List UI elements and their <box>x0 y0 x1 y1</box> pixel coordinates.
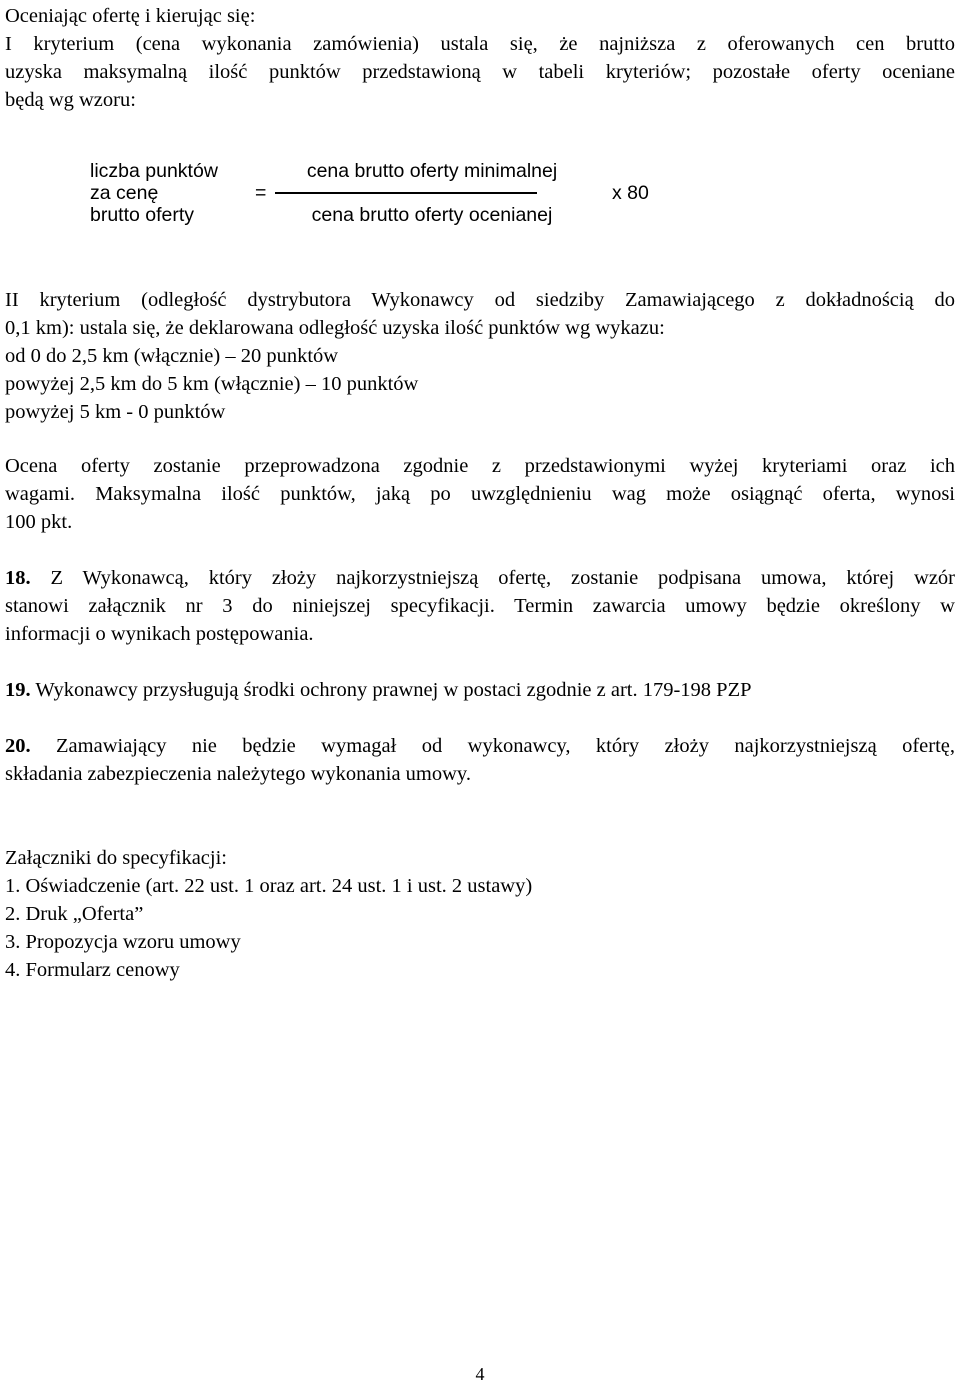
intro-line: Oceniając ofertę i kierując się: <box>5 5 256 27</box>
criterion-2-line: II kryterium (odległość dystrybutora Wykonawcy od siedziby Zamawiającego z dokładnością do <box>5 289 955 311</box>
attachments-heading: Załączniki do specyfikacji: <box>5 847 227 869</box>
formula-left-line: za cenę <box>90 182 159 204</box>
criterion-2-line: powyżej 2,5 km do 5 km (włącznie) – 10 punktów <box>5 373 419 395</box>
formula-left-line: liczba punktów <box>90 160 218 182</box>
evaluation-line: wagami. Maksymalna ilość punktów, jaką po uwzględnieniu wag może osiągnąć oferta, wynosi <box>5 483 955 505</box>
formula-equals-sign: = <box>255 182 267 204</box>
fraction-bar <box>275 192 537 194</box>
formula-denominator: cena brutto oferty ocenianej <box>311 204 553 226</box>
criterion-2-paragraph <box>5 286 955 426</box>
evaluation-line: 100 pkt. <box>5 511 73 533</box>
criterion-2-line: od 0 do 2,5 km (włącznie) – 20 punktów <box>5 345 339 367</box>
intro-line: będą wg wzoru: <box>5 89 136 111</box>
attachment-item: 3. Propozycja wzoru umowy <box>5 931 241 953</box>
criterion-2-line: 0,1 km): ustala się, że deklarowana odległość uzyska ilość punktów wg wykazu: <box>5 317 665 339</box>
evaluation-paragraph <box>5 452 955 536</box>
attachment-item: 2. Druk „Oferta” <box>5 903 144 925</box>
criterion-2-line: powyżej 5 km - 0 punktów <box>5 401 226 423</box>
formula-multiplier: x 80 <box>612 182 649 204</box>
section-18-text: Z Wykonawcą, który złoży najkorzystniejszą ofertę, zostanie podpisana umowa, której wzór <box>50 567 955 589</box>
section-20-number: 20. <box>5 735 31 757</box>
section-18-line: informacji o wynikach postępowania. <box>5 623 314 645</box>
section-20-line <box>5 732 955 760</box>
formula-numerator: cena brutto oferty minimalnej <box>306 160 558 182</box>
section-19-number: 19. <box>5 679 31 701</box>
section-19 <box>5 676 955 704</box>
evaluation-line: Ocena oferty zostanie przeprowadzona zgodnie z przedstawionymi wyżej kryteriami oraz ich <box>5 455 955 477</box>
section-19-line <box>5 676 955 704</box>
section-18 <box>5 564 955 648</box>
formula-left-line: brutto oferty <box>90 204 195 226</box>
attachments-list <box>5 844 955 984</box>
section-20 <box>5 732 955 788</box>
section-18-number: 18. <box>5 567 31 589</box>
section-20-line: składania zabezpieczenia należytego wykonania umowy. <box>5 763 471 785</box>
section-19-text: Wykonawcy przysługują środki ochrony prawnej w postaci zgodnie z art. 179-198 PZP <box>35 679 752 701</box>
intro-line: uzyska maksymalną ilość punktów przedstawioną w tabeli kryteriów; pozostałe oferty oceniane <box>5 61 955 83</box>
intro-line: I kryterium (cena wykonania zamówienia) ustala się, że najniższa z oferowanych cen brutto <box>5 33 955 55</box>
attachment-item: 1. Oświadczenie (art. 22 ust. 1 oraz art. 24 ust. 1 i ust. 2 ustawy) <box>5 875 533 897</box>
section-20-text: Zamawiający nie będzie wymagał od wykonawcy, który złoży najkorzystniejszą ofertę, <box>56 735 955 757</box>
attachment-item: 4. Formularz cenowy <box>5 959 180 981</box>
section-18-line: stanowi załącznik nr 3 do niniejszej specyfikacji. Termin zawarcia umowy będzie określony w <box>5 595 955 617</box>
formula-left-side <box>90 160 218 226</box>
page-number: 4 <box>475 1364 485 1384</box>
section-18-line <box>5 564 955 592</box>
intro-paragraph <box>5 2 955 114</box>
scoring-formula <box>5 160 955 232</box>
